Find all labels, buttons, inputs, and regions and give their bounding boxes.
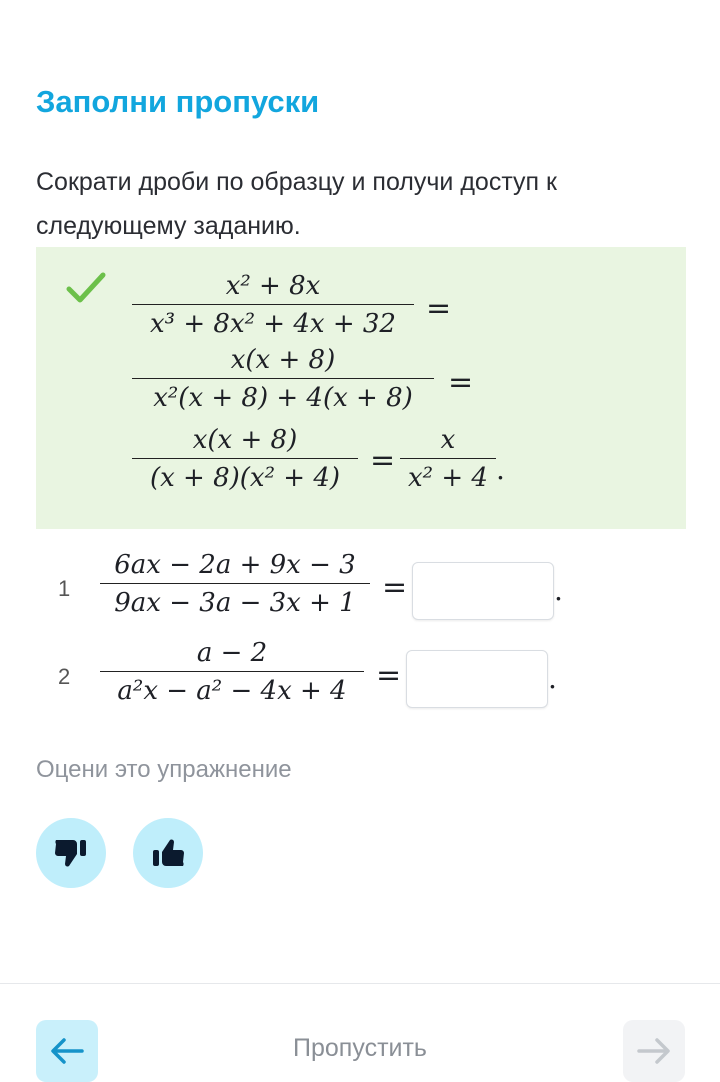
equals-sign: = <box>370 443 396 478</box>
example-fraction-3-numerator: x(x + 8) <box>192 425 298 455</box>
answer-input-1[interactable] <box>412 562 554 620</box>
example-fraction-1-numerator: x² + 8x <box>225 271 321 301</box>
thumbs-up-icon <box>150 836 186 870</box>
example-result-denominator: x² + 4 <box>408 463 488 493</box>
task-row-2 <box>0 636 720 726</box>
task-2-numerator: a − 2 <box>196 638 268 668</box>
arrow-right-icon <box>636 1037 672 1065</box>
footer-divider <box>0 983 720 984</box>
task-1-denominator: 9ax − 3a − 3x + 1 <box>114 588 356 618</box>
example-fraction-3-denominator: (x + 8)(x² + 4) <box>149 463 341 493</box>
period: . <box>496 453 505 486</box>
answer-input-2[interactable] <box>406 650 548 708</box>
like-button[interactable] <box>133 818 203 888</box>
period: . <box>554 574 563 607</box>
task-2-fraction <box>100 636 364 708</box>
example-fraction-1 <box>132 269 414 341</box>
example-fraction-2-denominator: x²(x + 8) + 4(x + 8) <box>153 383 413 413</box>
example-fraction-1-denominator: x³ + 8x² + 4x + 32 <box>150 309 396 339</box>
equals-sign: = <box>426 291 452 326</box>
task-1-numerator: 6ax − 2a + 9x − 3 <box>114 550 356 580</box>
page-title: Заполни пропуски <box>36 84 320 119</box>
example-fraction-3 <box>132 423 358 495</box>
thumbs-down-icon <box>53 836 89 870</box>
example-fraction-2 <box>132 343 434 415</box>
equals-sign: = <box>448 365 474 400</box>
rating-label: Оцени это упражнение <box>36 756 292 783</box>
equals-sign: = <box>376 658 402 693</box>
task-2-denominator: a²x − a² − 4x + 4 <box>117 676 347 706</box>
check-icon <box>66 271 106 305</box>
instructions-text: Сократи дроби по образцу и получи доступ к следующему заданию. <box>36 168 557 240</box>
next-button[interactable] <box>623 1020 685 1082</box>
equals-sign: = <box>382 570 408 605</box>
period: . <box>548 662 557 695</box>
skip-button[interactable]: Пропустить <box>293 1034 427 1062</box>
task-number: 1 <box>58 576 71 601</box>
example-block <box>36 247 686 529</box>
task-1-fraction <box>100 548 370 620</box>
example-result-fraction <box>400 423 496 495</box>
task-number: 2 <box>58 664 71 689</box>
task-row-1 <box>0 548 720 638</box>
dislike-button[interactable] <box>36 818 106 888</box>
example-result-numerator: x <box>440 425 456 455</box>
example-fraction-2-numerator: x(x + 8) <box>230 345 336 375</box>
